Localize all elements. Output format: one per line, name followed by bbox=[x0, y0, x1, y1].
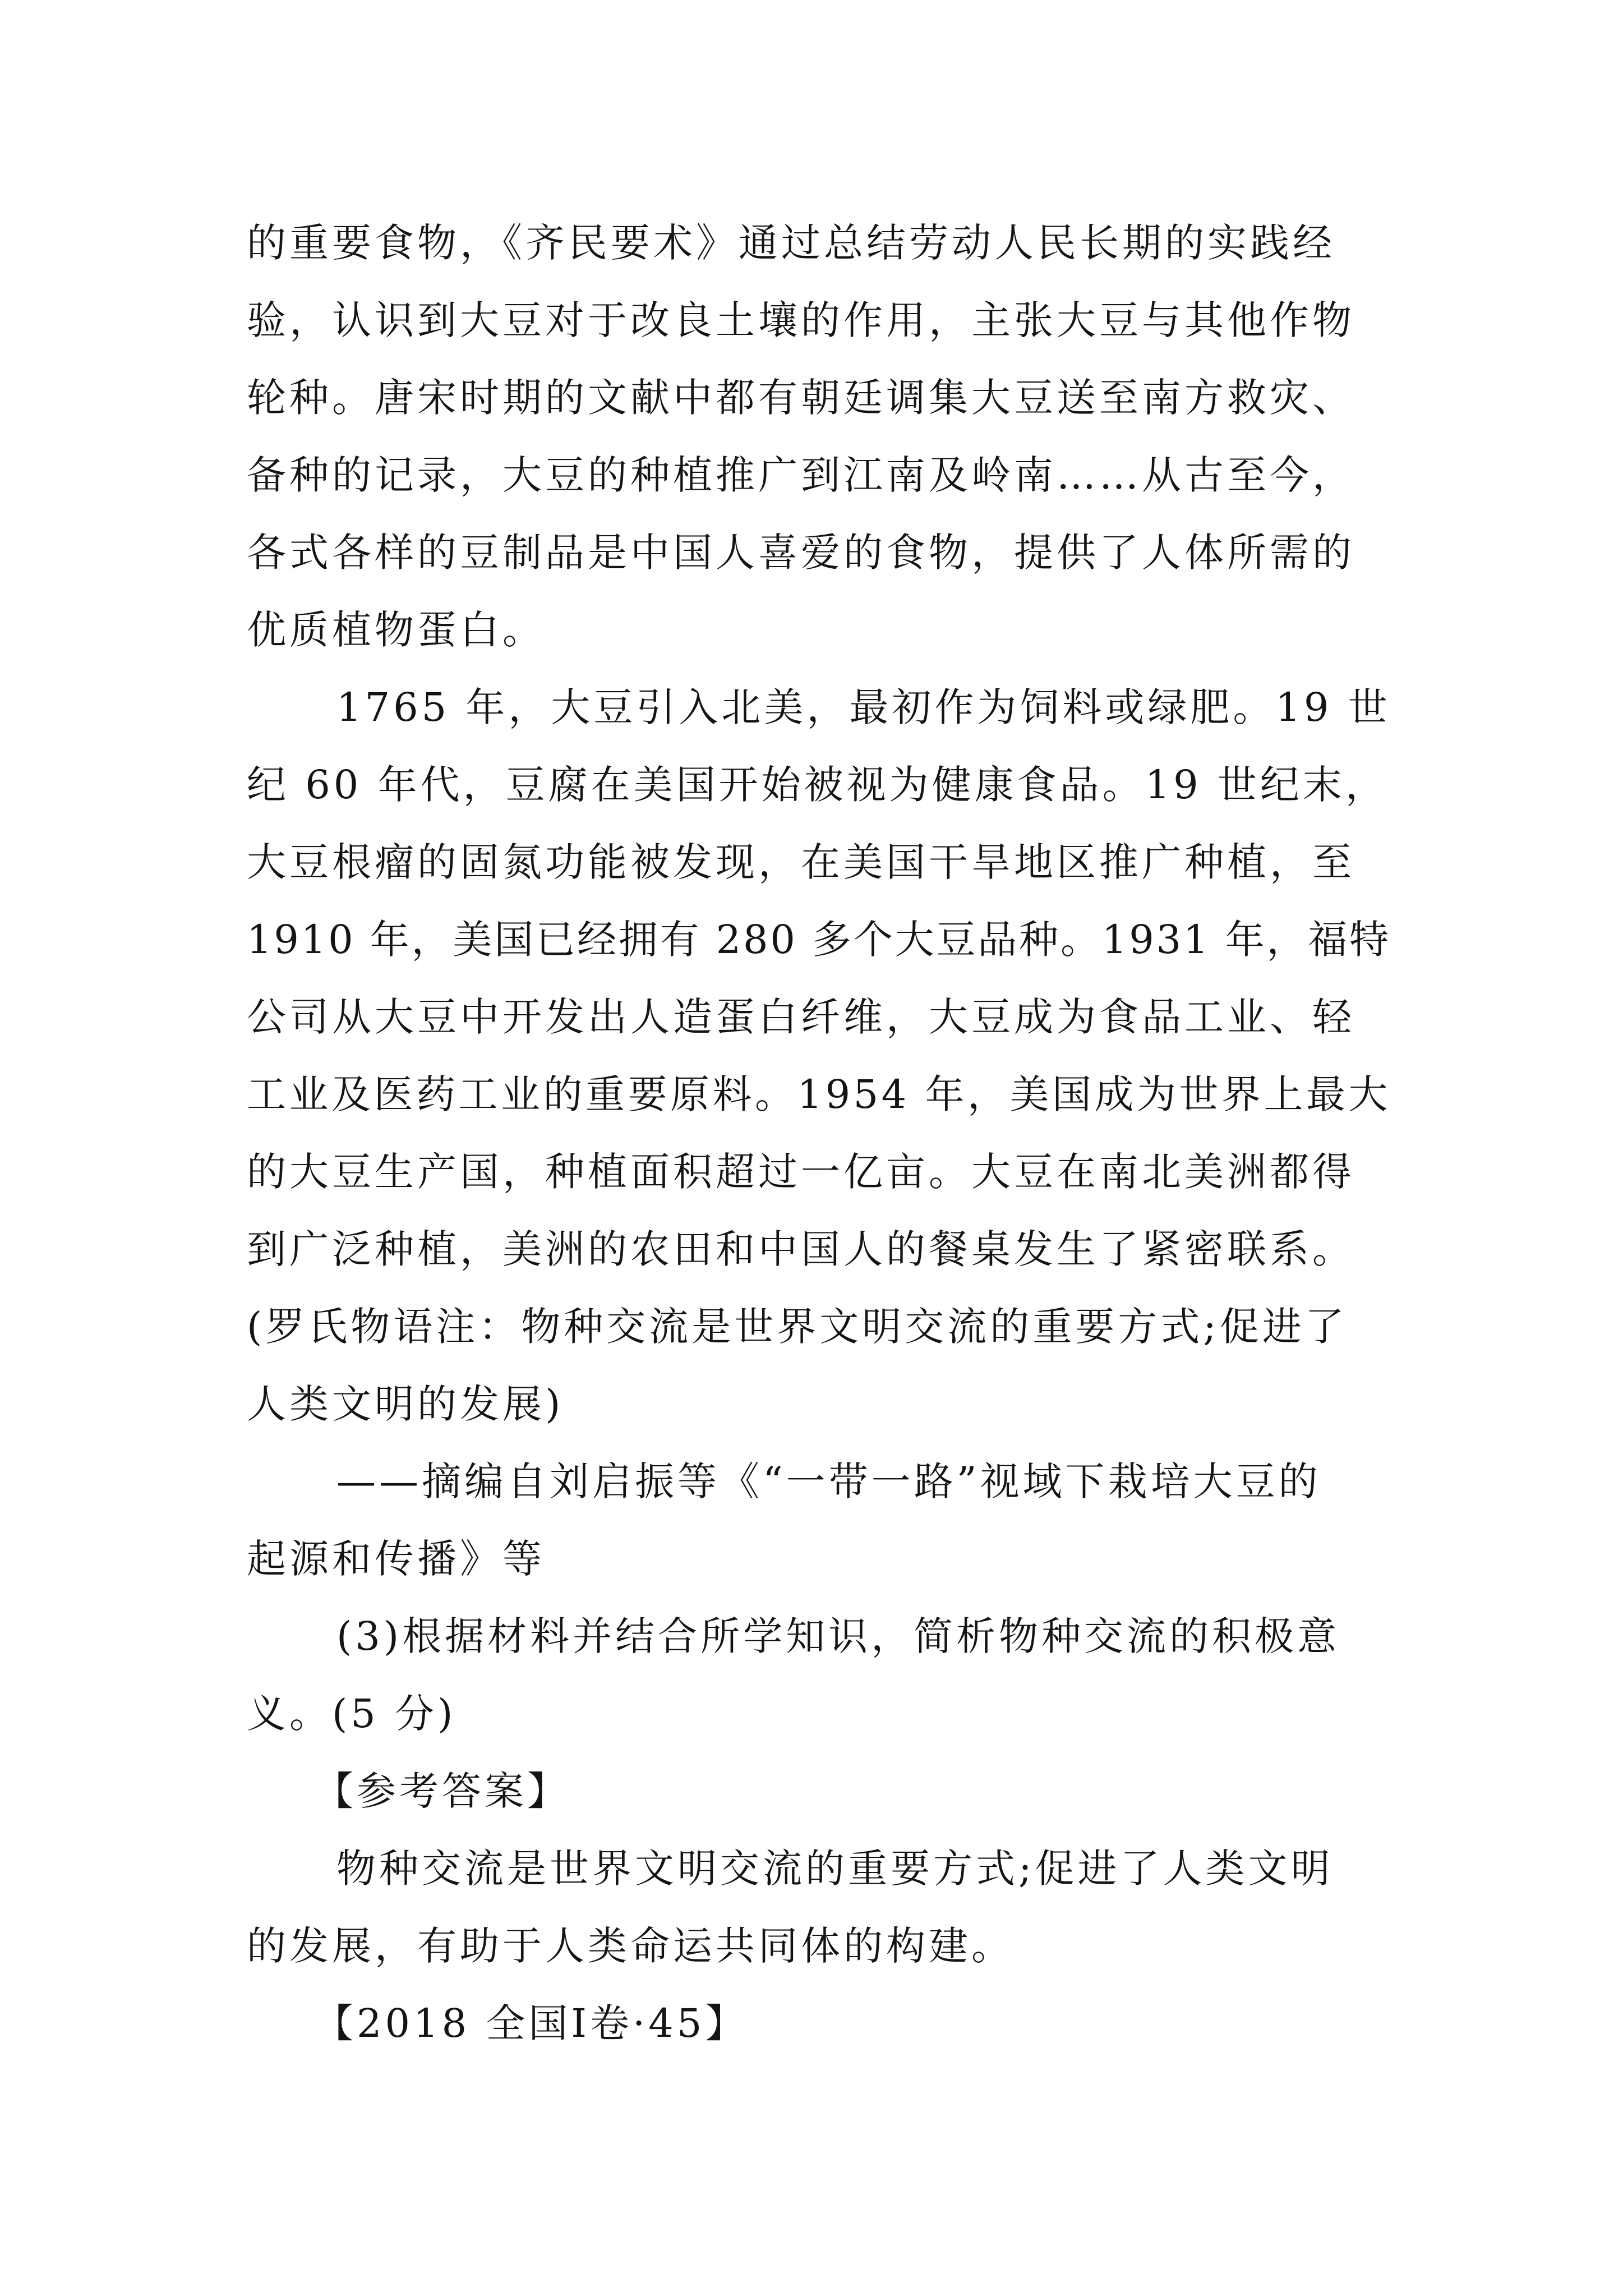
line-text: 大豆根瘤的固氮功能被发现，在美国干旱地区推广种植，至 bbox=[247, 839, 1355, 885]
text-line bbox=[0, 1138, 1623, 1205]
question-text: (3)根据材料并结合所学知识，简析物种交流的积极意 bbox=[336, 1613, 1340, 1659]
line-text: 备种的记录，大豆的种植推广到江南及岭南……从古至今， bbox=[247, 452, 1355, 498]
text-line bbox=[0, 209, 1623, 277]
line-text: 的大豆生产国，种植面积超过一亿亩。大豆在南北美洲都得 bbox=[247, 1149, 1355, 1195]
line-text: 纪 60 年代，豆腐在美国开始被视为健康食品。19 世纪末， bbox=[247, 762, 1388, 808]
text-line bbox=[0, 1216, 1623, 1283]
answer-text: 的发展，有助于人类命运共同体的构建。 bbox=[247, 1923, 1014, 1969]
line-text: (罗氏物语注：物种交流是世界文明交流的重要方式;促进了 bbox=[247, 1304, 1348, 1350]
line-text: 1765 年，大豆引入北美，最初作为饲料或绿肥。19 世 bbox=[336, 684, 1391, 730]
answer-line bbox=[0, 1835, 1623, 1902]
text-line bbox=[0, 983, 1623, 1051]
text-line bbox=[0, 519, 1623, 586]
question-line bbox=[0, 1603, 1623, 1670]
citation-text: 起源和传播》等 bbox=[247, 1536, 545, 1582]
question-text: 义。(5 分) bbox=[247, 1691, 457, 1737]
line-text: 优质植物蛋白。 bbox=[247, 607, 545, 653]
text-line bbox=[0, 1293, 1623, 1360]
line-text: 验，认识到大豆对于改良土壤的作用，主张大豆与其他作物 bbox=[247, 297, 1355, 343]
citation-line bbox=[0, 1448, 1623, 1515]
line-text: 工业及医药工业的重要原料。1954 年，美国成为世界上最大 bbox=[247, 1071, 1391, 1117]
text-line bbox=[0, 1061, 1623, 1128]
line-text: 各式各样的豆制品是中国人喜爱的食物，提供了人体所需的 bbox=[247, 530, 1355, 576]
answer-heading-text: 【参考答案】 bbox=[314, 1768, 570, 1814]
text-line bbox=[0, 287, 1623, 354]
line-text: 到广泛种植，美洲的农田和中国人的餐桌发生了紧密联系。 bbox=[247, 1226, 1355, 1272]
answer-heading bbox=[0, 1757, 1623, 1825]
citation-text: ——摘编自刘启振等《“一带一路”视域下栽培大豆的 bbox=[336, 1458, 1321, 1504]
source-tag-text: 【2018 全国Ⅰ卷·45】 bbox=[314, 2000, 748, 2046]
text-line bbox=[0, 674, 1623, 741]
text-line bbox=[0, 829, 1623, 896]
line-text: 轮种。唐宋时期的文献中都有朝廷调集大豆送至南方救灾、 bbox=[247, 375, 1355, 421]
answer-line bbox=[0, 1912, 1623, 1980]
answer-text: 物种交流是世界文明交流的重要方式;促进了人类文明 bbox=[336, 1846, 1334, 1892]
text-line bbox=[0, 364, 1623, 431]
line-text: 1910 年，美国已经拥有 280 多个大豆品种。1931 年，福特 bbox=[247, 917, 1391, 963]
text-line bbox=[0, 596, 1623, 664]
text-line bbox=[0, 751, 1623, 818]
text-line bbox=[0, 1370, 1623, 1438]
line-text: 人类文明的发展) bbox=[247, 1381, 564, 1427]
question-line bbox=[0, 1680, 1623, 1747]
text-line bbox=[0, 441, 1623, 509]
source-tag bbox=[0, 1990, 1623, 2057]
line-text: 的重要食物，《齐民要术》通过总结劳动人民长期的实践经 bbox=[247, 220, 1335, 266]
citation-line bbox=[0, 1525, 1623, 1593]
text-line bbox=[0, 906, 1623, 973]
line-text: 公司从大豆中开发出人造蛋白纤维，大豆成为食品工业、轻 bbox=[247, 994, 1355, 1040]
